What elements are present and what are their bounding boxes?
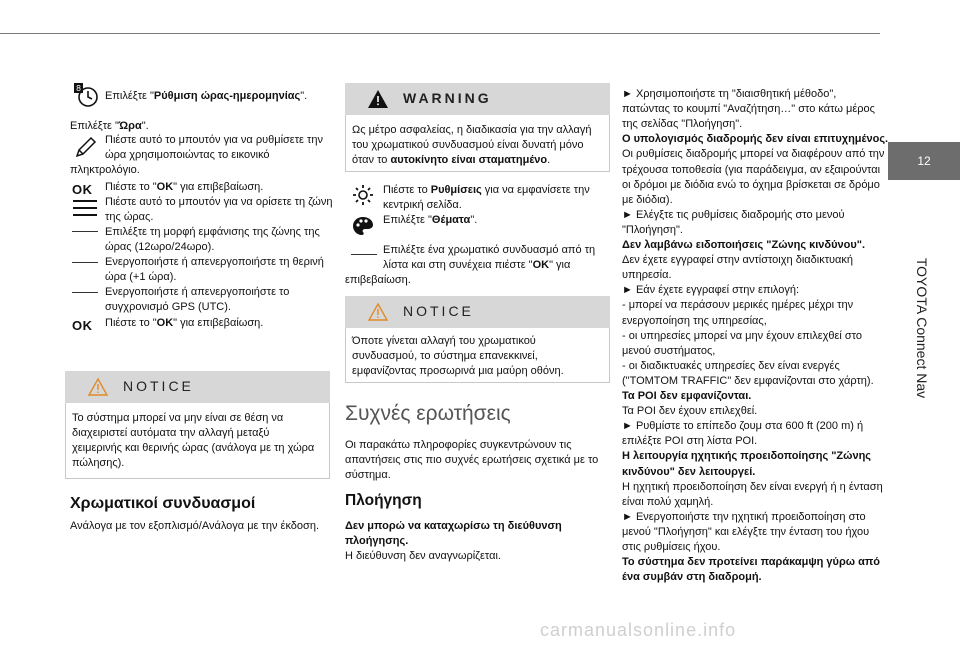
select-time-text: Επιλέξτε "Ώρα". [70, 120, 149, 132]
warning-line-1: Ως μέτρο ασφαλείας, η διαδικασία για την αλλαγή [352, 124, 592, 136]
faq-text-line: Τα POI δεν έχουν επιλεχθεί. [622, 405, 758, 418]
settings-gear-icon [351, 183, 375, 211]
color-schemes-heading: Χρωματικοί συνδυασμοί [70, 495, 256, 512]
faq-text-line: μενού συστήματος, [622, 344, 716, 357]
bar-line-6: συγχρονισμό GPS (UTC). [105, 301, 231, 313]
menu-icon [72, 197, 98, 223]
option-bar-3 [72, 292, 98, 293]
choose-line-2: λίστα και στη συνέχεια πιέστε "OK" για [383, 259, 571, 271]
faq-text-line: οι δρόμοι με διόδια ενώ το όχημα βρίσκεται σε δρόμο [622, 178, 880, 191]
warning-title: WARNING [403, 90, 492, 106]
faq-text-line: ένα συμβάν στη διαδρομή. [622, 571, 762, 584]
column-2 [345, 0, 611, 649]
svg-text:8: 8 [75, 84, 82, 93]
faq-text-line: - οι διαδικτυακές υπηρεσίες δεν είναι ενεργές [622, 359, 840, 372]
faq-text-line: Οι ρυθμίσεις διαδρομής μπορεί να διαφέρουν από την [622, 148, 885, 161]
notice-header-2 [345, 296, 610, 328]
faq-text-line: επιλέξτε POI στη λίστα POI. [622, 435, 758, 448]
warning-triangle-icon [87, 377, 109, 401]
notice2-line-2: συνδυασμού, το σύστημα επανεκκινεί, [352, 350, 538, 362]
watermark: carmanualsonline.info [540, 620, 737, 640]
navigation-heading: Πλοήγηση [345, 492, 422, 509]
choose-line-1: Επιλέξτε ένα χρωματικό συνδυασμό από τη [383, 244, 596, 256]
faq-text-line: ("TOMTOM TRAFFIC" δεν εμφανίζονται στο χάρτη). [622, 374, 874, 387]
faq-text-line: ► Χρησιμοποιήστε τη "διαισθητική μέθοδο", [622, 88, 837, 100]
warning-icon [367, 89, 389, 113]
faq-text-line: Ο υπολογισμός διαδρομής δεν είναι επιτυχημένος. [622, 133, 889, 146]
pencil-line-1: Πιέστε αυτό το μπουτόν για να ρυθμίσετε την [105, 134, 323, 146]
choose-line-3: επιβεβαίωση. [345, 274, 411, 286]
bar-line-2: ώρας (12ωρο/24ωρο). [105, 241, 215, 253]
warning-line-2: του χρωματικού συνδυασμού είναι δυνατή μόνο [352, 139, 584, 151]
faq-text-line: μενού "Πλοήγηση" και ελέγξτε την ένταση του ήχου [622, 525, 870, 538]
settings-text-2: κεντρική σελίδα. [383, 199, 462, 211]
nav-question-2: πλοήγησης. [345, 535, 409, 547]
menu-line-1: Πιέστε αυτό το μπουτόν για να ορίσετε τη ζώνη [105, 196, 333, 208]
column-3 [622, 0, 889, 649]
notice2-line-3: εμφανίζοντας προσωρινά μια μαύρη οθόνη. [352, 365, 564, 377]
chapter-title: TOYOTA Connect Nav [914, 257, 930, 399]
faq-text-line: τρέχουσα τοποθεσία (για παράδειγμα, αν εξαιρούνται [622, 163, 881, 176]
faq-text-line: - μπορεί να περάσουν μερικές ημέρες μέχρι την [622, 299, 854, 312]
faq-text-line: ► Ενεργοποιήστε την ηχητική προειδοποίηση στο [622, 510, 866, 523]
faq-text-line: - οι υπηρεσίες μπορεί να μην έχουν επιλεχθεί στο [622, 329, 862, 342]
faq-text-line: κινδύνου" δεν λειτουργεί. [622, 465, 756, 478]
faq-text-line: Δεν λαμβάνω ειδοποιήσεις "Ζώνης κινδύνου". [622, 239, 865, 251]
option-bar-1 [72, 231, 98, 232]
notice-line-2: διαχειριστεί αυτόματα την αλλαγή μεταξύ [72, 427, 270, 439]
faq-text-line: υπηρεσία. [622, 269, 672, 282]
faq-line-2: απαντήσεις στις πιο συχνές ερωτήσεις σχετικά με το [345, 454, 599, 466]
faq-text-line: ► Ελέγξτε τις ρυθμίσεις διαδρομής στο μενού [622, 208, 845, 221]
faq-text-line: Τα POI δεν εμφανίζονται. [622, 390, 752, 402]
faq-heading: Συχνές ερωτήσεις [345, 402, 511, 425]
warning-body [345, 115, 610, 172]
ok-confirm-text-2: Πιέστε το "OK" για επιβεβαίωση. [105, 317, 264, 329]
warning-header [345, 83, 610, 115]
bar-line-5: Ενεργοποιήστε ή απενεργοποιήστε το [105, 286, 290, 298]
notice-body-1 [65, 403, 330, 479]
notice-body-2 [345, 328, 610, 383]
faq-text-line: ενεργοποίηση της υπηρεσίας, [622, 314, 767, 327]
faq-text-line: Δεν έχετε εγγραφεί στην αντίστοιχη διαδικτυακή [622, 254, 854, 267]
clock-icon [74, 83, 98, 111]
faq-text-line: "Πλοήγηση". [622, 223, 683, 236]
faq-line-3: σύστημα. [345, 469, 391, 481]
pencil-line-2: ώρα χρησιμοποιώντας το εικονικό [105, 149, 270, 161]
notice-line-3: χειμερινής και θερινής ώρας (ανάλογα με τη χώρα [72, 442, 315, 454]
notice-title-2: NOTICE [403, 303, 474, 319]
settings-text-1: Πιέστε το Ρυθμίσεις για να εμφανίσετε την [383, 184, 590, 196]
ok-confirm-text-1: Πιέστε το "OK" για επιβεβαίωση. [105, 181, 264, 193]
chapter-title-vertical [912, 200, 934, 460]
faq-text-line: ► Ρυθμίστε το επίπεδο ζουμ στα 600 ft (200 m) ή [622, 420, 864, 433]
column-1 [60, 0, 333, 649]
faq-text-line: με διόδια). [622, 193, 673, 206]
nav-question-1: Δεν μπορώ να καταχωρίσω τη διεύθυνση [345, 520, 562, 532]
chapter-sidebar [881, 0, 960, 649]
faq-text-line: Η λειτουργία ηχητικής προειδοποίησης "Ζώνης [622, 450, 872, 463]
faq-text-line: στις ρυθμίσεις ήχου. [622, 541, 721, 553]
list-bar [351, 254, 377, 255]
faq-text-line: της σελίδας "Πλοήγηση". [622, 118, 743, 131]
faq-text-line: Η ηχητική προειδοποίηση δεν είναι ενεργή ή η ένταση [622, 480, 883, 493]
faq-text-line: Το σύστημα δεν προτείνει παράκαμψη γύρω από [622, 556, 880, 569]
bar-line-1: Επιλέξτε τη μορφή εμφάνισης της ζώνης της [105, 226, 320, 238]
select-datetime-text: Επιλέξτε "Ρύθμιση ώρας-ημερομηνίας". [105, 90, 308, 102]
notice-title-1: NOTICE [123, 378, 194, 394]
pencil-line-3: πληκτρολόγιο. [70, 164, 140, 176]
chapter-number-badge: 12 [888, 142, 960, 180]
warning-line-3: όταν το αυτοκίνητο είναι σταματημένο. [352, 154, 551, 166]
bar-line-4: ώρα (+1 ώρα). [105, 271, 177, 283]
faq-line-1: Οι παρακάτω πληροφορίες συγκεντρώνουν τις [345, 439, 572, 451]
faq-text-line: πατώντας το κουμπί "Αναζήτηση…" στο κάτω μέρος [622, 103, 875, 116]
pencil-icon [74, 135, 98, 163]
faq-text-line: είναι πολύ χαμηλή. [622, 495, 714, 508]
notice-line-4: πώλησης). [72, 457, 125, 469]
ok-label-2: OK [72, 318, 93, 333]
palette-icon [351, 214, 375, 242]
themes-text: Επιλέξτε "Θέματα". [383, 214, 478, 226]
ok-label-1: OK [72, 182, 93, 197]
warning-triangle-icon [367, 302, 389, 326]
notice-header-1 [65, 371, 330, 403]
notice-line-1: Το σύστημα μπορεί να μην είναι σε θέση να [72, 412, 284, 424]
option-bar-2 [72, 262, 98, 263]
bar-line-3: Ενεργοποιήστε ή απενεργοποιήστε τη θερινή [105, 256, 324, 268]
color-schemes-text: Ανάλογα με τον εξοπλισμό/Ανάλογα με την έκδοση. [70, 520, 320, 532]
faq-text-line: ► Εάν έχετε εγγραφεί στην επιλογή: [622, 284, 800, 297]
nav-answer: Η διεύθυνση δεν αναγνωρίζεται. [345, 550, 501, 562]
menu-line-2: της ώρας. [105, 211, 154, 223]
notice2-line-1: Όποτε γίνεται αλλαγή του χρωματικού [352, 335, 536, 347]
